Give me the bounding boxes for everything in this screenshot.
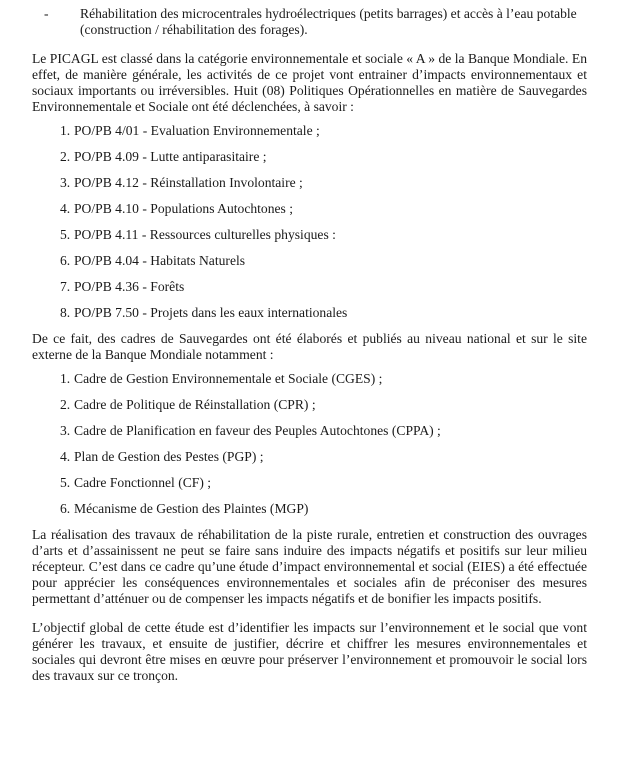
intro-bullet <box>44 6 587 38</box>
list-item <box>60 175 587 195</box>
list-item-number: 6. <box>60 253 71 268</box>
list-item-number: 6. <box>60 501 71 516</box>
list-item <box>60 227 587 247</box>
paragraph-category: Le PICAGL est classé dans la catégorie environnementale et sociale « A » de la Banque Mondiale. En effet, de manière générale, les activités de ce projet vont entrainer d’impacts environnementaux et sociaux importants ou irréversibles. Huit (08) Politiques Opérationnelles en matière de Sauvegardes Environnementale et Sociale ont été déclenchées, à savoir : <box>32 51 587 114</box>
list-item-number: 2. <box>60 397 71 412</box>
list-item <box>60 149 587 169</box>
list-item-text: PO/PB 4.11 - Ressources culturelles physiques : <box>74 227 336 242</box>
paragraph-study-objective: L’objectif global de cette étude est d’identifier les impacts sur l’environnement et le social que vont générer les travaux, et ensuite de justifier, décrire et chiffrer les mesures environnementales et sociales qui devront être mises en œuvre pour préserver l’environnement et promouvoir le social lors des travaux sur ce tronçon. <box>32 620 587 683</box>
list-item-number: 8. <box>60 305 71 320</box>
list-item <box>60 305 587 325</box>
frameworks-list <box>32 371 587 521</box>
list-item-text: Cadre de Politique de Réinstallation (CPR) ; <box>74 397 316 412</box>
list-item-number: 5. <box>60 227 71 242</box>
list-item-number: 7. <box>60 279 71 294</box>
list-item <box>60 201 587 221</box>
list-item <box>60 397 587 417</box>
list-item-text: Plan de Gestion des Pestes (PGP) ; <box>74 449 264 464</box>
list-item <box>60 279 587 299</box>
list-item-text: Cadre de Gestion Environnementale et Sociale (CGES) ; <box>74 371 383 386</box>
list-item-text: PO/PB 4.09 - Lutte antiparasitaire ; <box>74 149 267 164</box>
list-item <box>60 449 587 469</box>
list-item-number: 5. <box>60 475 71 490</box>
bullet-dash: - <box>44 6 49 21</box>
list-item-number: 4. <box>60 449 71 464</box>
list-item-text: PO/PB 4.36 - Forêts <box>74 279 185 294</box>
list-item-number: 2. <box>60 149 71 164</box>
list-item-text: PO/PB 4.10 - Populations Autochtones ; <box>74 201 294 216</box>
paragraph-frameworks: De ce fait, des cadres de Sauvegardes ont été élaborés et publiés au niveau national et sur le site externe de la Banque Mondiale notamment : <box>32 331 587 362</box>
list-item-text: PO/PB 4.12 - Réinstallation Involontaire ; <box>74 175 303 190</box>
list-item-text: Mécanisme de Gestion des Plaintes (MGP) <box>74 501 309 516</box>
list-item <box>60 371 587 391</box>
policies-list <box>32 123 587 325</box>
list-item <box>60 475 587 495</box>
intro-bullet-text: Réhabilitation des microcentrales hydroélectriques (petits barrages) et accès à l’eau potable (construction / réhabilitation des forages). <box>80 6 577 37</box>
list-item <box>60 253 587 273</box>
list-item <box>60 501 587 521</box>
list-item-number: 4. <box>60 201 71 216</box>
list-item-text: PO/PB 4/01 - Evaluation Environnementale ; <box>74 123 320 138</box>
list-item-number: 3. <box>60 423 71 438</box>
list-item-number: 1. <box>60 123 71 138</box>
list-item-number: 3. <box>60 175 71 190</box>
list-item-text: Cadre de Planification en faveur des Peuples Autochtones (CPPA) ; <box>74 423 441 438</box>
list-item <box>60 423 587 443</box>
list-item-text: PO/PB 4.04 - Habitats Naturels <box>74 253 246 268</box>
paragraph-impact-study: La réalisation des travaux de réhabilitation de la piste rurale, entretien et construction des ouvrages d’arts et d’assainissent ne peut se faire sans induire des impacts négatifs et positifs sur leur milieu récepteur. C’est dans ce cadre qu’une étude d’impact environnemental et social (EIES) a été effectuée pour apprécier les conséquences environnementales et sociales afin de préconiser des mesures permettant d’atténuer ou de compenser les impacts négatifs et de bonifier les impacts positifs. <box>32 527 587 606</box>
list-item-text: Cadre Fonctionnel (CF) ; <box>74 475 212 490</box>
list-item <box>60 123 587 143</box>
list-item-text: PO/PB 7.50 - Projets dans les eaux internationales <box>74 305 348 320</box>
list-item-number: 1. <box>60 371 71 386</box>
